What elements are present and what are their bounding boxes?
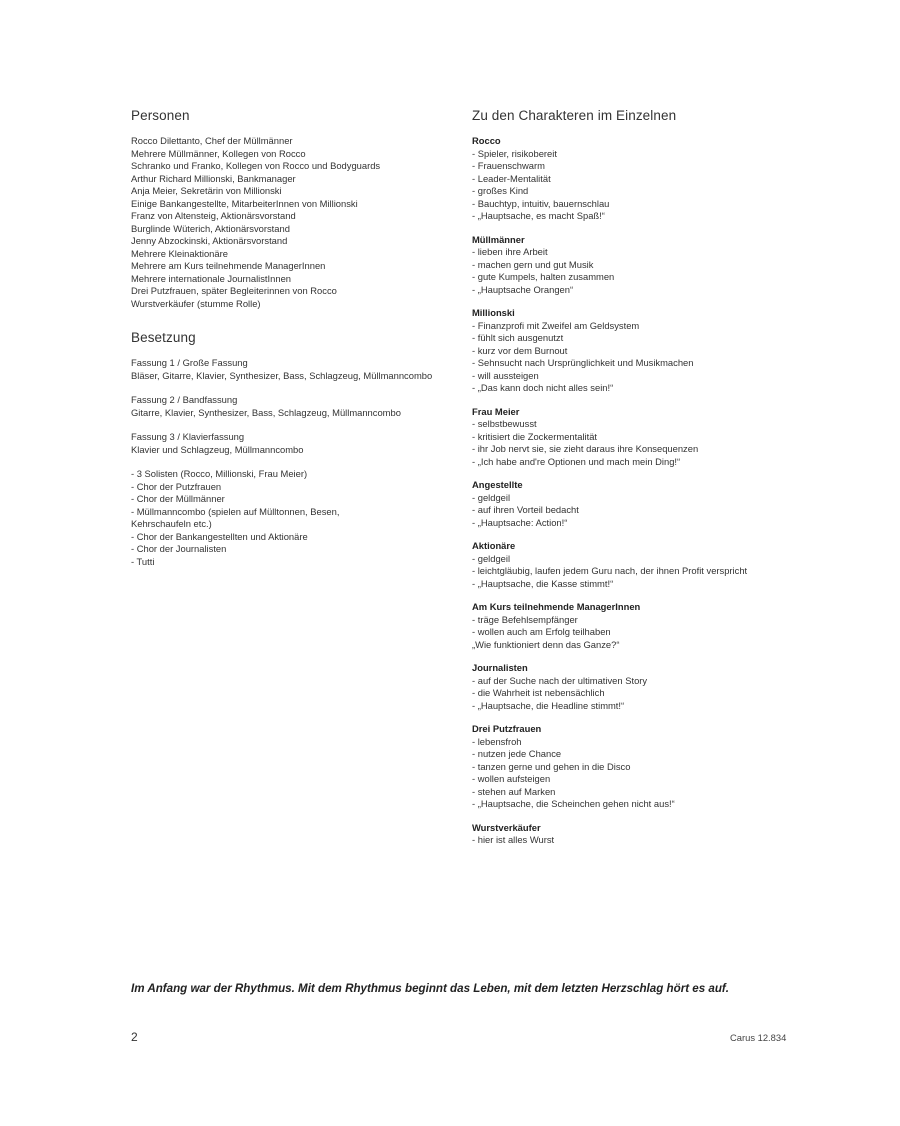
character-block [472, 662, 802, 712]
character-trait: - „Hauptsache, die Kasse stimmt!“ [472, 577, 614, 589]
character-block [472, 406, 802, 469]
left-column [131, 108, 451, 568]
character-trait: - tanzen gerne und gehen in die Disco [472, 760, 631, 772]
character-trait: - will aussteigen [472, 369, 539, 381]
ensemble-item: - Chor der Müllmänner [131, 493, 225, 504]
person-item: Rocco Dilettanto, Chef der Müllmänner [131, 135, 293, 146]
ensemble-item: - Chor der Bankangestellten und Aktionäre [131, 530, 308, 542]
character-list [472, 135, 802, 847]
character-block [472, 479, 802, 529]
character-trait: - kurz vor dem Burnout [472, 344, 568, 356]
character-trait: - hier ist alles Wurst [472, 834, 555, 845]
person-item: Wurstverkäufer (stumme Rolle) [131, 297, 261, 309]
character-trait: - auf ihren Vorteil bedacht [472, 504, 579, 515]
character-name: Aktionäre [472, 540, 516, 551]
fassung-1 [131, 357, 451, 382]
character-block [472, 540, 802, 590]
fassung-instruments: Bläser, Gitarre, Klavier, Synthesizer, Bass, Schlagzeug, Müllmanncombo [131, 369, 433, 381]
character-block [472, 307, 802, 395]
character-trait: - leichtgläubig, laufen jedem Guru nach, der ihnen Profit verspricht [472, 565, 748, 576]
person-item: Mehrere am Kurs teilnehmende ManagerInnen [131, 260, 326, 271]
person-item: Mehrere Müllmänner, Kollegen von Rocco [131, 147, 306, 159]
ensemble-item: - Chor der Journalisten [131, 543, 227, 554]
character-trait: - Frauenschwarm [472, 160, 545, 171]
catalog-number: Carus 12.834 [730, 1032, 787, 1043]
character-trait: - „Hauptsache: Action!“ [472, 516, 568, 528]
person-item: Drei Putzfrauen, später Begleiterinnen von Rocco [131, 285, 337, 296]
character-trait: - Spieler, risikobereit [472, 147, 557, 159]
character-name: Millionski [472, 307, 515, 318]
character-trait: - „Hauptsache, die Scheinchen gehen nicht aus!“ [472, 798, 675, 809]
character-trait: - die Wahrheit ist nebensächlich [472, 687, 605, 698]
character-trait: - lieben ihre Arbeit [472, 246, 548, 257]
character-name: Drei Putzfrauen [472, 723, 542, 734]
ensemble-item: - Müllmanncombo (spielen auf Mülltonnen, Besen, [131, 505, 340, 517]
fassung-title: Fassung 2 / Bandfassung [131, 394, 238, 405]
character-block [472, 135, 802, 223]
ensemble-item: - 3 Solisten (Rocco, Millionski, Frau Meier) [131, 468, 308, 479]
fassung-title: Fassung 1 / Große Fassung [131, 357, 248, 368]
ensemble-item: - Chor der Putzfrauen [131, 480, 222, 492]
person-item: Schranko und Franko, Kollegen von Rocco und Bodyguards [131, 160, 381, 171]
page-number: 2 [131, 1030, 138, 1044]
character-block [472, 822, 802, 847]
character-trait: - wollen aufsteigen [472, 773, 551, 784]
character-trait: - großes Kind [472, 185, 529, 196]
person-item: Mehrere Kleinaktionäre [131, 247, 228, 259]
person-item: Jenny Abzockinski, Aktionärsvorstand [131, 235, 288, 246]
person-item: Anja Meier, Sekretärin von Millionski [131, 185, 282, 196]
character-trait: - stehen auf Marken [472, 785, 556, 797]
character-trait: - „Hauptsache, die Headline stimmt!“ [472, 699, 625, 711]
ensemble-item: Kehrschaufeln etc.) [131, 518, 212, 529]
character-trait: - „Hauptsache Orangen“ [472, 283, 574, 295]
character-name: Am Kurs teilnehmende ManagerInnen [472, 601, 641, 612]
character-trait: „Wie funktioniert denn das Ganze?“ [472, 638, 620, 650]
charaktere-heading: Zu den Charakteren im Einzelnen [472, 108, 677, 123]
personen-list [131, 135, 451, 310]
character-name: Wurstverkäufer [472, 821, 541, 833]
character-trait: - machen gern und gut Musik [472, 258, 594, 270]
personen-heading: Personen [131, 108, 190, 123]
character-trait: - ihr Job nervt sie, sie zieht daraus ihre Konsequenzen [472, 443, 699, 454]
character-trait: - „Ich habe and're Optionen und mach mein Ding!“ [472, 455, 681, 467]
character-trait: - Bauchtyp, intuitiv, bauernschlau [472, 197, 610, 209]
ensemble-list [131, 468, 451, 568]
motto-quote: Im Anfang war der Rhythmus. Mit dem Rhythmus beginnt das Leben, mit dem letzten Herzschlag hört es auf. [131, 982, 730, 995]
character-block [472, 234, 802, 297]
character-trait: - Finanzprofi mit Zweifel am Geldsystem [472, 319, 640, 331]
character-name: Angestellte [472, 479, 523, 490]
character-trait: - gute Kumpels, halten zusammen [472, 271, 615, 282]
fassung-2 [131, 394, 451, 419]
right-column [472, 108, 802, 858]
character-trait: - geldgeil [472, 491, 511, 503]
character-trait: - „Das kann doch nicht alles sein!“ [472, 382, 614, 393]
person-item: Burglinde Wüterich, Aktionärsvorstand [131, 222, 290, 234]
character-trait: - „Hauptsache, es macht Spaß!“ [472, 210, 605, 221]
fassung-3 [131, 431, 451, 456]
character-trait: - Leader-Mentalität [472, 172, 551, 184]
character-name: Müllmänner [472, 233, 525, 245]
character-name: Frau Meier [472, 405, 520, 417]
character-trait: - auf der Suche nach der ultimativen Story [472, 674, 648, 686]
character-trait: - geldgeil [472, 552, 511, 564]
fassung-instruments: Gitarre, Klavier, Synthesizer, Bass, Schlagzeug, Müllmanncombo [131, 406, 401, 418]
character-block [472, 601, 802, 651]
character-trait: - Sehnsucht nach Ursprünglichkeit und Musikmachen [472, 357, 694, 368]
character-trait: - fühlt sich ausgenutzt [472, 332, 564, 343]
person-item: Einige Bankangestellte, MitarbeiterInnen von Millionski [131, 197, 358, 209]
character-trait: - selbstbewusst [472, 418, 537, 429]
fassung-instruments: Klavier und Schlagzeug, Müllmanncombo [131, 443, 304, 455]
person-item: Mehrere internationale JournalistInnen [131, 272, 291, 284]
character-name: Journalisten [472, 662, 528, 673]
person-item: Franz von Altensteig, Aktionärsvorstand [131, 210, 296, 221]
ensemble-item: - Tutti [131, 555, 155, 567]
besetzung-heading: Besetzung [131, 330, 196, 345]
character-name: Rocco [472, 135, 501, 146]
character-trait: - kritisiert die Zockermentalität [472, 430, 598, 442]
character-trait: - nutzen jede Chance [472, 748, 562, 759]
fassung-title: Fassung 3 / Klavierfassung [131, 431, 245, 442]
character-trait: - lebensfroh [472, 735, 522, 747]
character-block [472, 723, 802, 811]
person-item: Arthur Richard Millionski, Bankmanager [131, 172, 296, 184]
character-trait: - träge Befehlsempfänger [472, 613, 578, 625]
character-trait: - wollen auch am Erfolg teilhaben [472, 626, 611, 637]
